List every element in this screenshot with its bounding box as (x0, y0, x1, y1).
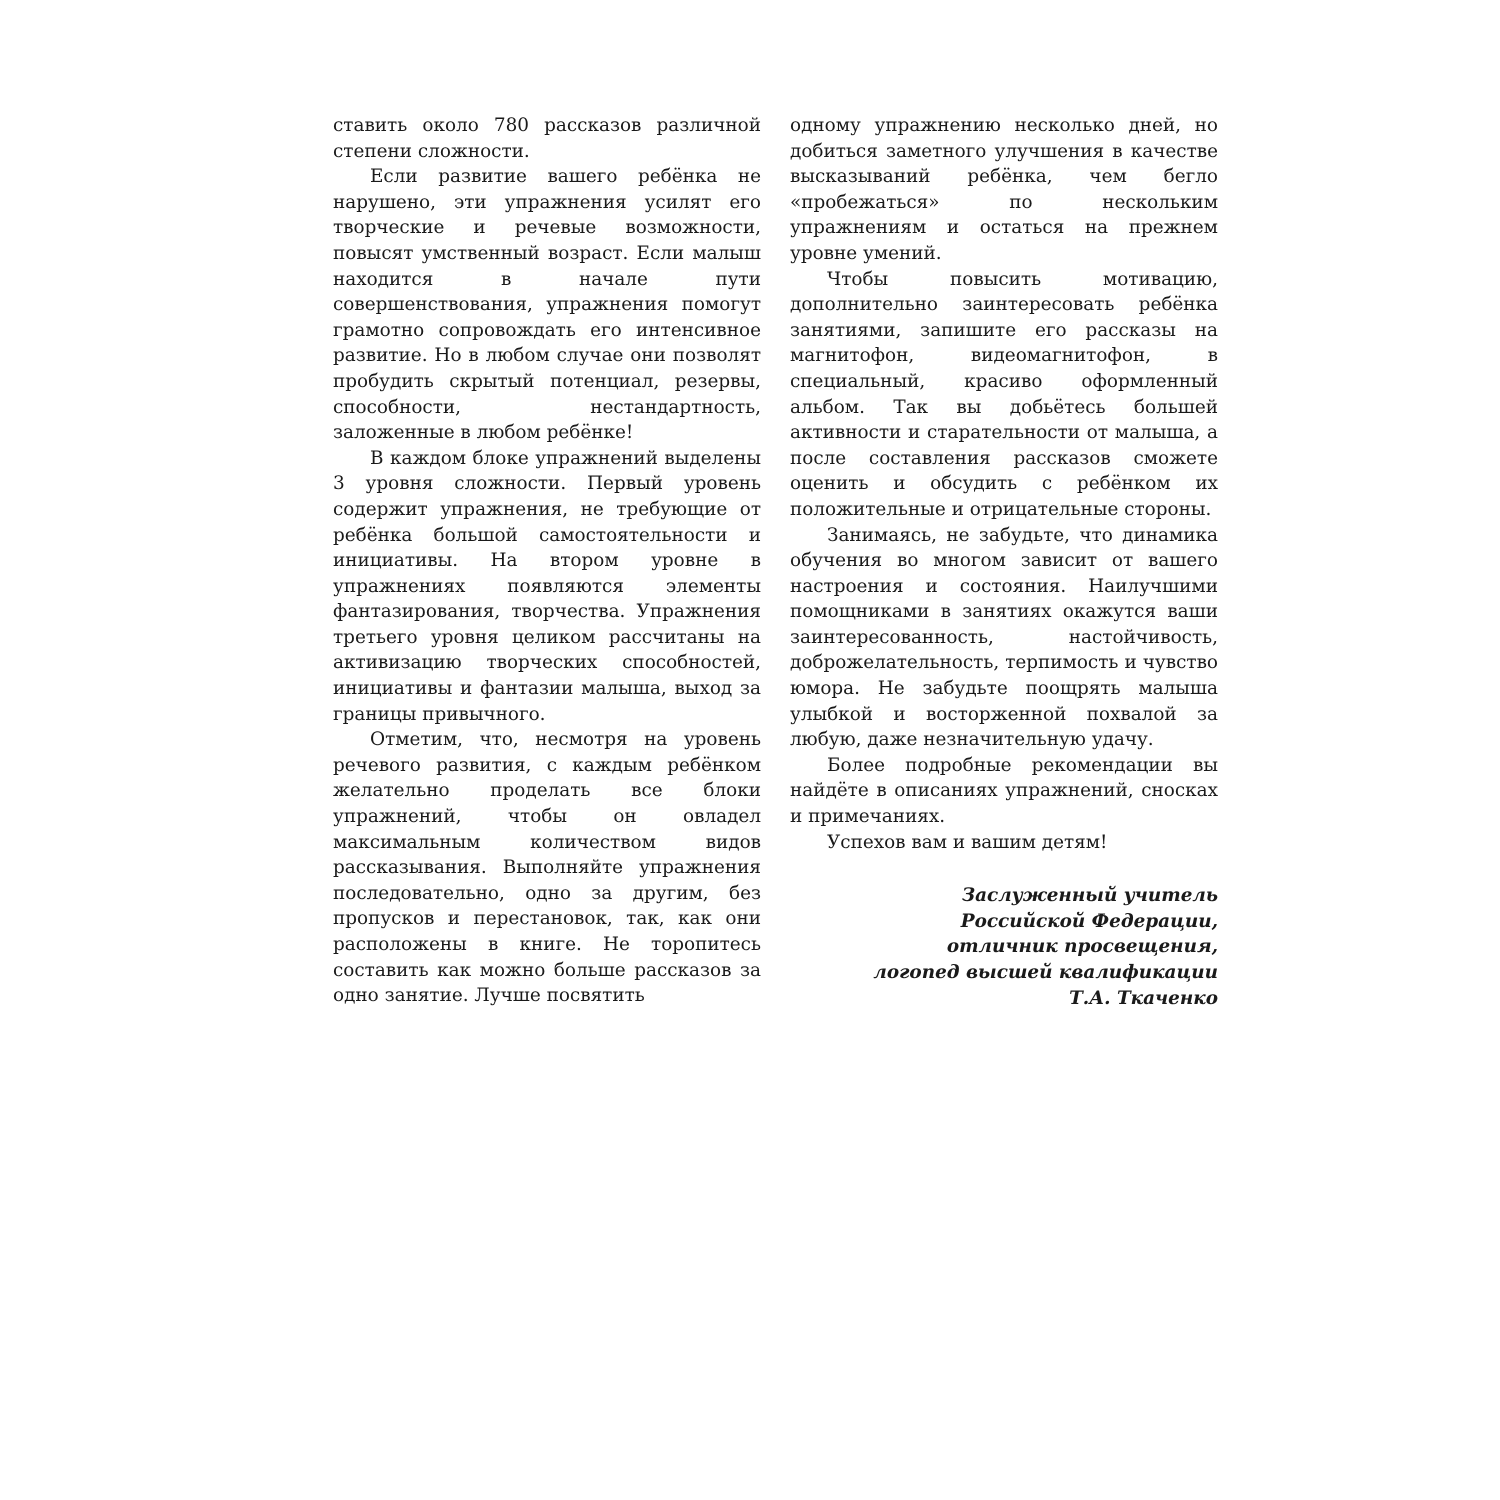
paragraph: Успехов вам и вашим детям! (827, 831, 1108, 853)
paragraph: Чтобы повысить мотивацию, дополнительно заинтересовать ребёнка занятиями, запишите его рассказы на магнитофон, видеомагнитофон, в специальный, красиво оформленный альбом. Так вы добьётесь большей активности и старательности от малыша, а после составления рассказов сможете оценить и обсудить с ребёнком их положительные и отрицательные стороны. (790, 268, 1218, 520)
paragraph: Более подробные рекомендации вы найдёте в описаниях упражнений, сносках и примечаниях. (790, 754, 1218, 828)
paragraph: Отметим, что, несмотря на уровень речевого развития, с каждым ребёнком желательно проделать все блоки упражнений, чтобы он овладел максимальным количеством видов рассказывания. Выполняйте упражнения последовательно, одно за другим, без пропусков и перестановок, так, как они расположены в книге. Не торопитесь составить как можно больше рассказов за одно занятие. Лучше посвятить (333, 729, 761, 1007)
paragraph: Занимаясь, не забудьте, что динамика обучения во многом зависит от вашего настроения и состояния. Наилучшими помощниками в занятиях окажутся ваши заинтересованность, настойчивость, доброжелательность, терпимость и чувство юмора. Не забудьте поощрять малыша улыбкой и восторженной похвалой за любую, даже незначительную удачу. (790, 524, 1218, 751)
signature-line: Заслуженный учитель (961, 885, 1218, 907)
paragraph: В каждом блоке упражнений выделены 3 уровня сложности. Первый уровень содержит упражнения, не требующие от ребёнка большой самостоятельности и инициативы. На втором уровне в упражнениях появляются элементы фантазирования, творчества. Упражнения третьего уровня целиком рассчитаны на активизацию творческих способностей, инициативы и фантазии малыша, выход за границы привычного. (333, 447, 761, 725)
author-signature (790, 883, 1218, 1011)
signature-line: отличник просвещения, (946, 936, 1218, 958)
left-text-column (333, 113, 761, 1009)
paragraph: одному упражнению несколько дней, но добиться заметного улучшения в качестве высказываний ребёнка, чем бегло «пробежаться» по нескольким упражнениям и остаться на прежнем уровне умений. (790, 115, 1218, 264)
signature-line: Российской Федерации, (960, 910, 1218, 932)
paragraph: ставить около 780 рассказов различной степени сложности. (333, 115, 761, 162)
author-name: Т.А. Ткаченко (1069, 987, 1218, 1009)
signature-line: логопед высшей квалификации (873, 962, 1218, 983)
right-text-column (790, 113, 1218, 1011)
paragraph: Если развитие вашего ребёнка не нарушено, эти упражнения усилят его творческие и речевые возможности, повысят умственный возраст. Если малыш находится в начале пути совершенствования, упражнения помогут грамотно сопровождать его интенсивное развитие. Но в любом случае они позволят пробудить скрытый потенциал, резервы, способности, нестандартность, заложенные в любом ребёнке! (333, 166, 761, 444)
